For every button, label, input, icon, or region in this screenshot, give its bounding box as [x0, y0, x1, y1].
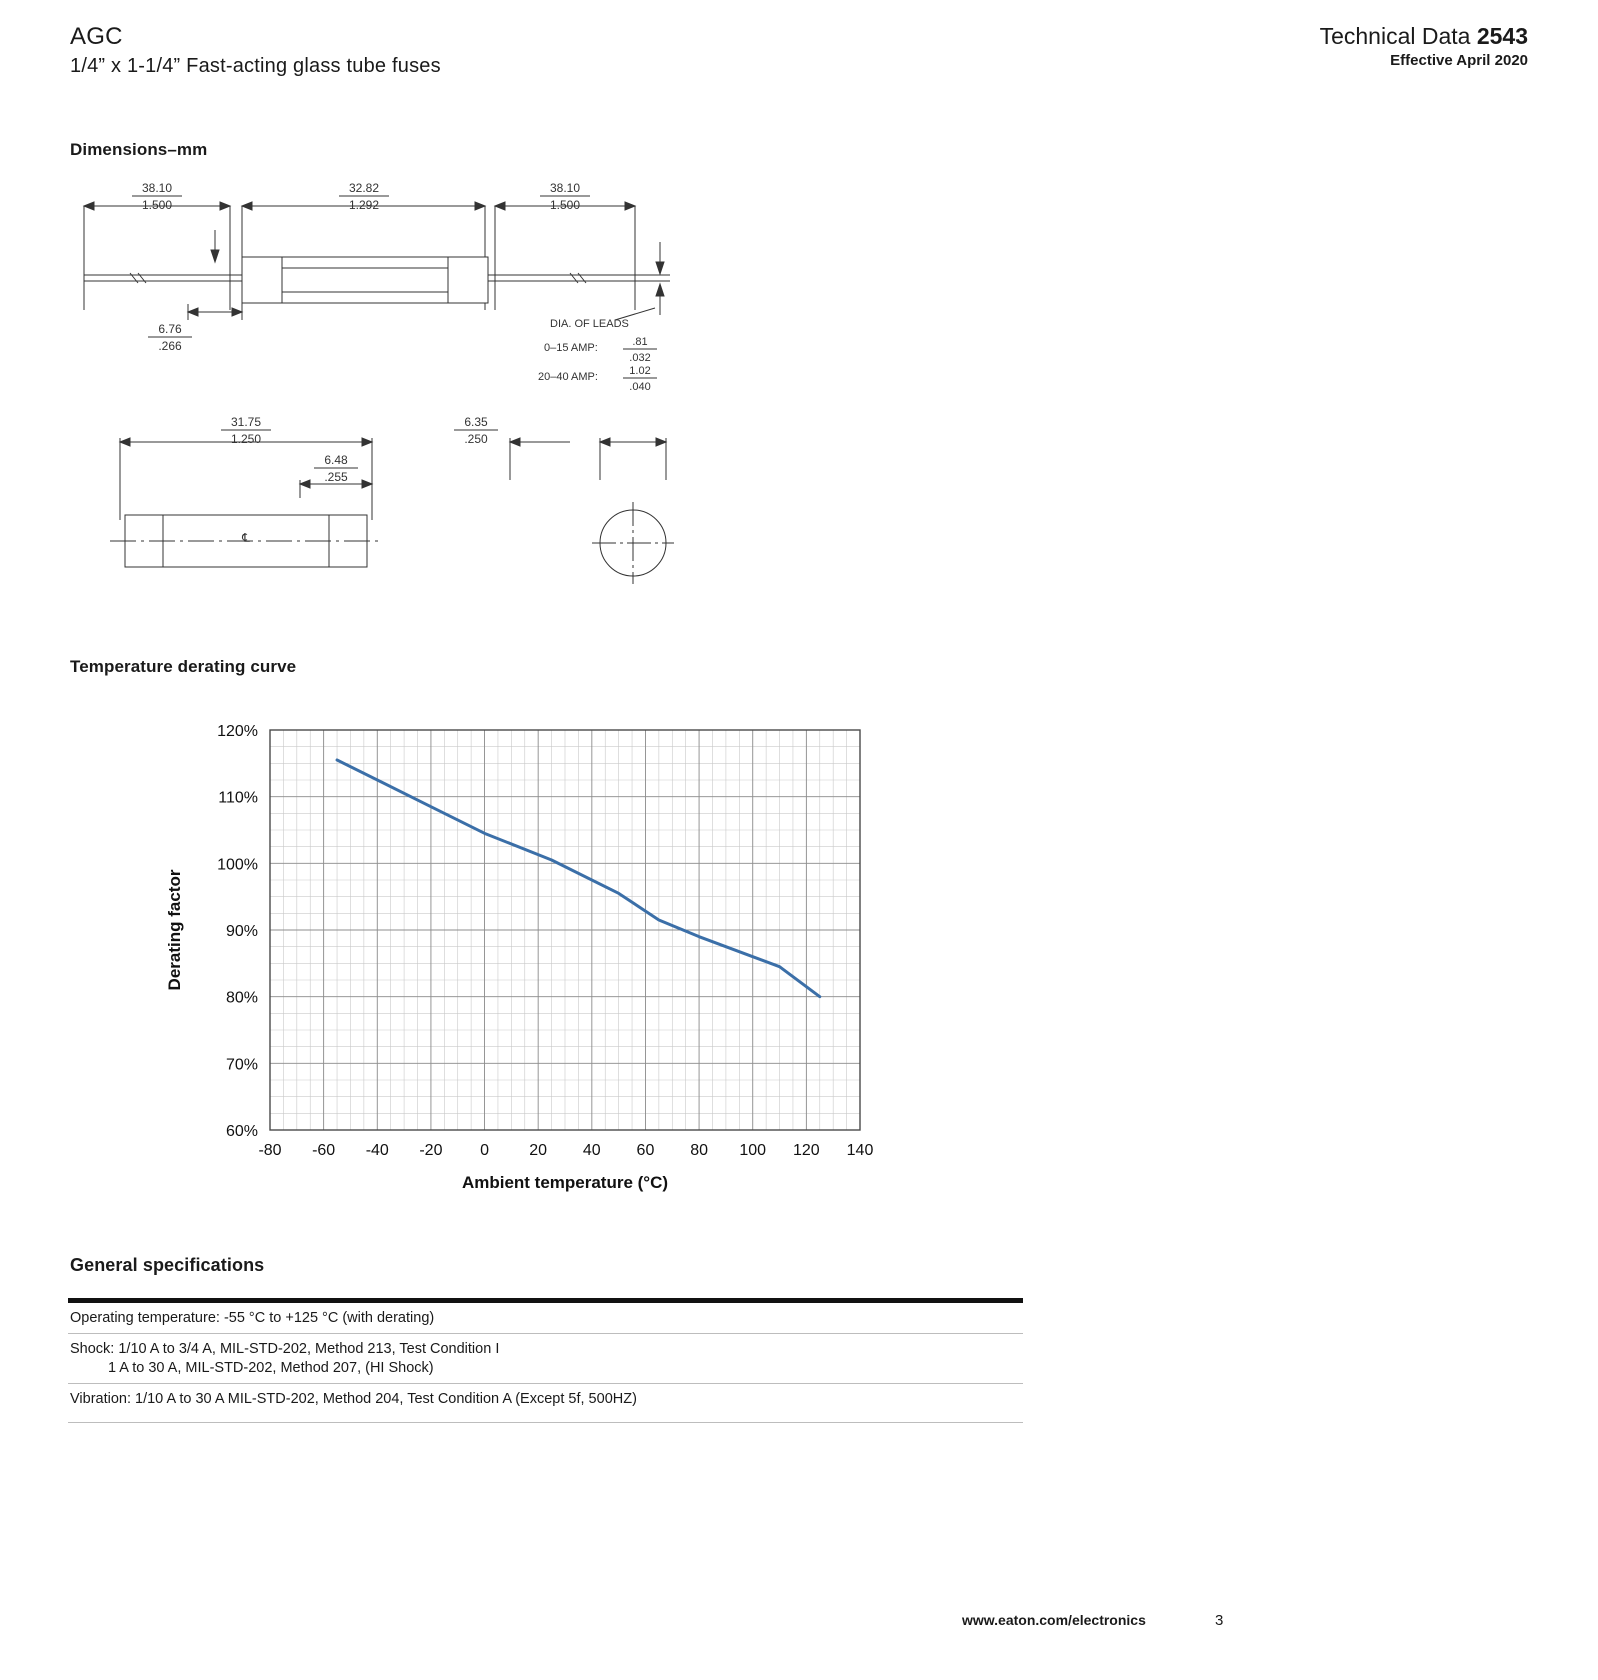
- lead-dia-row-1-in: .040: [629, 381, 651, 393]
- spec-text: Operating temperature: -55 °C to +125 °C (with derating): [70, 1310, 435, 1326]
- chart-xtick-label: -60: [312, 1142, 336, 1159]
- chart-ytick-label: 80%: [225, 989, 258, 1007]
- footer-page-number: 3: [1215, 1612, 1224, 1629]
- dim-overall-mm: 31.75: [230, 415, 262, 429]
- chart-xtick-label: 80: [690, 1142, 708, 1159]
- spec-text: Vibration: 1/10 A to 30 A MIL-STD-202, Method 204, Test Condition A (Except 5f, 500HZ): [70, 1391, 637, 1407]
- chart-x-axis-label: Ambient temperature (°C): [461, 1173, 669, 1192]
- table-bottom-rule: [68, 1422, 1023, 1423]
- technical-data-number: 2543: [1476, 23, 1528, 49]
- dim-capwidth-mm: 6.48: [324, 453, 348, 467]
- header-right: [1320, 22, 1528, 71]
- lead-dia-row-0-mm: .81: [632, 336, 648, 348]
- chart-xtick-label: -40: [365, 1142, 389, 1159]
- table-row: [68, 1384, 1023, 1414]
- chart-ytick-label: 90%: [225, 923, 258, 940]
- table-row: [68, 1303, 1023, 1334]
- spec-text-indent: 1 A to 30 A, MIL-STD-202, Method 207, (HI Shock): [108, 1360, 434, 1376]
- header-left: [70, 22, 441, 80]
- chart-xtick-label: 40: [582, 1142, 601, 1159]
- lead-dia-row-1-mm: 1.02: [629, 365, 651, 377]
- lead-dia-row-0-range: 0–15 AMP:: [544, 342, 598, 354]
- dim-lead-right-mm: 38.10: [549, 181, 581, 195]
- dim-capwidth-in: .255: [324, 470, 348, 484]
- technical-data-line: [1320, 22, 1528, 50]
- temperature-derating-heading: Temperature derating curve: [70, 657, 297, 676]
- dim-diameter-mm: 6.35: [464, 415, 488, 429]
- chart-xtick-label: 0: [480, 1142, 489, 1159]
- dim-lead-left-mm: 38.10: [141, 181, 173, 195]
- chart-y-axis-label: Derating factor: [165, 869, 184, 991]
- lead-dia-title: DIA. OF LEADS: [550, 318, 629, 330]
- dimensions-heading: Dimensions–mm: [70, 140, 208, 159]
- chart-ytick-label: 100%: [217, 856, 258, 874]
- table-row: [68, 1334, 1023, 1384]
- dim-lead-right-in: 1.500: [549, 198, 581, 212]
- chart-xtick-label: -20: [419, 1142, 443, 1159]
- dim-cap-mm: 6.76: [158, 322, 182, 336]
- effective-date: Effective April 2020: [1390, 52, 1528, 69]
- chart-xtick-label: 60: [636, 1142, 655, 1159]
- dim-body-mm: 32.82: [348, 181, 380, 195]
- centerline-symbol: ℄: [242, 531, 250, 545]
- page-footer: [0, 1612, 1598, 1632]
- chart-xtick-label: -80: [258, 1142, 282, 1159]
- technical-data-label: Technical Data: [1319, 23, 1477, 49]
- page-subtitle: 1/4” x 1-1/4” Fast-acting glass tube fuses: [70, 55, 441, 77]
- dim-diameter-in: .250: [464, 432, 488, 446]
- dim-overall-in: 1.250: [230, 432, 262, 446]
- chart-xtick-label: 100: [739, 1142, 767, 1159]
- dim-cap-in: .266: [158, 339, 182, 353]
- dimensions-drawing: [70, 180, 730, 610]
- lead-dia-row-0-in: .032: [629, 352, 651, 364]
- specifications-table: [68, 1298, 1023, 1423]
- derating-chart: [150, 700, 910, 1210]
- chart-xtick-label: 140: [846, 1142, 874, 1159]
- lead-dia-row-1-range: 20–40 AMP:: [538, 371, 598, 383]
- footer-url[interactable]: www.eaton.com/electronics: [962, 1612, 1146, 1628]
- dim-lead-left-in: 1.500: [141, 198, 173, 212]
- chart-xtick-label: 120: [793, 1142, 820, 1159]
- dim-body-in: 1.292: [348, 198, 380, 212]
- chart-ytick-label: 70%: [225, 1056, 258, 1074]
- general-specifications-heading: General specifications: [70, 1255, 265, 1275]
- chart-ytick-label: 60%: [225, 1123, 258, 1140]
- chart-ytick-label: 110%: [218, 789, 258, 807]
- chart-ytick-label: 120%: [217, 723, 258, 740]
- spec-text: Shock: 1/10 A to 3/4 A, MIL-STD-202, Method 213, Test Condition I: [70, 1341, 500, 1357]
- chart-xtick-label: 20: [529, 1142, 548, 1159]
- page-header: [70, 22, 1528, 92]
- page-title: AGC: [70, 23, 123, 50]
